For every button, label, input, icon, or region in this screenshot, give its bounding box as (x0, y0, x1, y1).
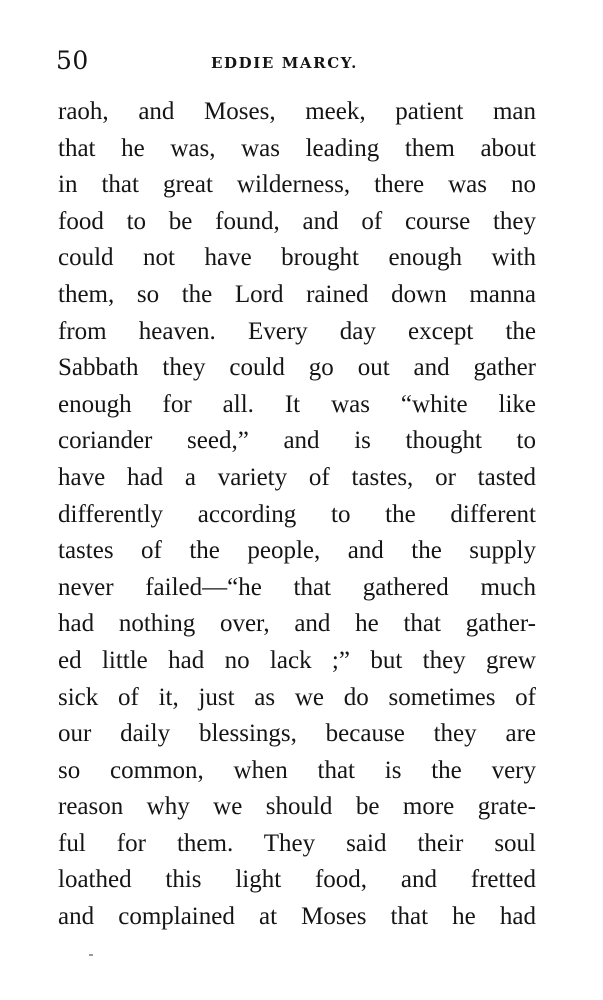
body-text (58, 94, 536, 936)
text-line: reason why we should be more grate- (58, 793, 536, 821)
text-line: coriander seed,” and is thought to (58, 427, 536, 455)
text-line: enough for all. It was “white like (58, 390, 536, 418)
text-line: never failed—“he that gathered much (58, 573, 536, 601)
text-line: our daily blessings, because they are (58, 720, 536, 748)
text-line: food to be found, and of course they (58, 207, 536, 235)
text-line: raoh, and Moses, meek, patient man (58, 98, 536, 125)
text-line: could not have brought enough with (58, 244, 536, 272)
text-line: differently according to the different (58, 500, 536, 528)
text-line: sick of it, just as we do sometimes of (58, 683, 536, 711)
text-line: Sabbath they could go out and gather (58, 354, 536, 382)
text-line: and complained at Moses that he had (58, 903, 536, 931)
text-line: loathed this light food, and fretted (58, 866, 536, 894)
running-head: EDDIE MARCY. (211, 54, 358, 72)
text-line: from heaven. Every day except the (58, 317, 536, 345)
text-line: ful for them. They said their soul (58, 829, 536, 857)
paper-speck (89, 954, 93, 956)
page-header (56, 46, 536, 76)
text-line: had nothing over, and he that gather- (58, 610, 536, 638)
text-line: them, so the Lord rained down manna (58, 280, 536, 308)
text-line: in that great wilderness, there was no (58, 171, 536, 199)
text-line: so common, when that is the very (58, 756, 536, 784)
text-line: ed little had no lack ;” but they grew (58, 646, 536, 674)
text-line: have had a variety of tastes, or tasted (58, 463, 536, 491)
text-line: tastes of the people, and the supply (58, 537, 536, 565)
page-number: 50 (56, 46, 89, 75)
text-line: that he was, was leading them about (58, 134, 536, 162)
